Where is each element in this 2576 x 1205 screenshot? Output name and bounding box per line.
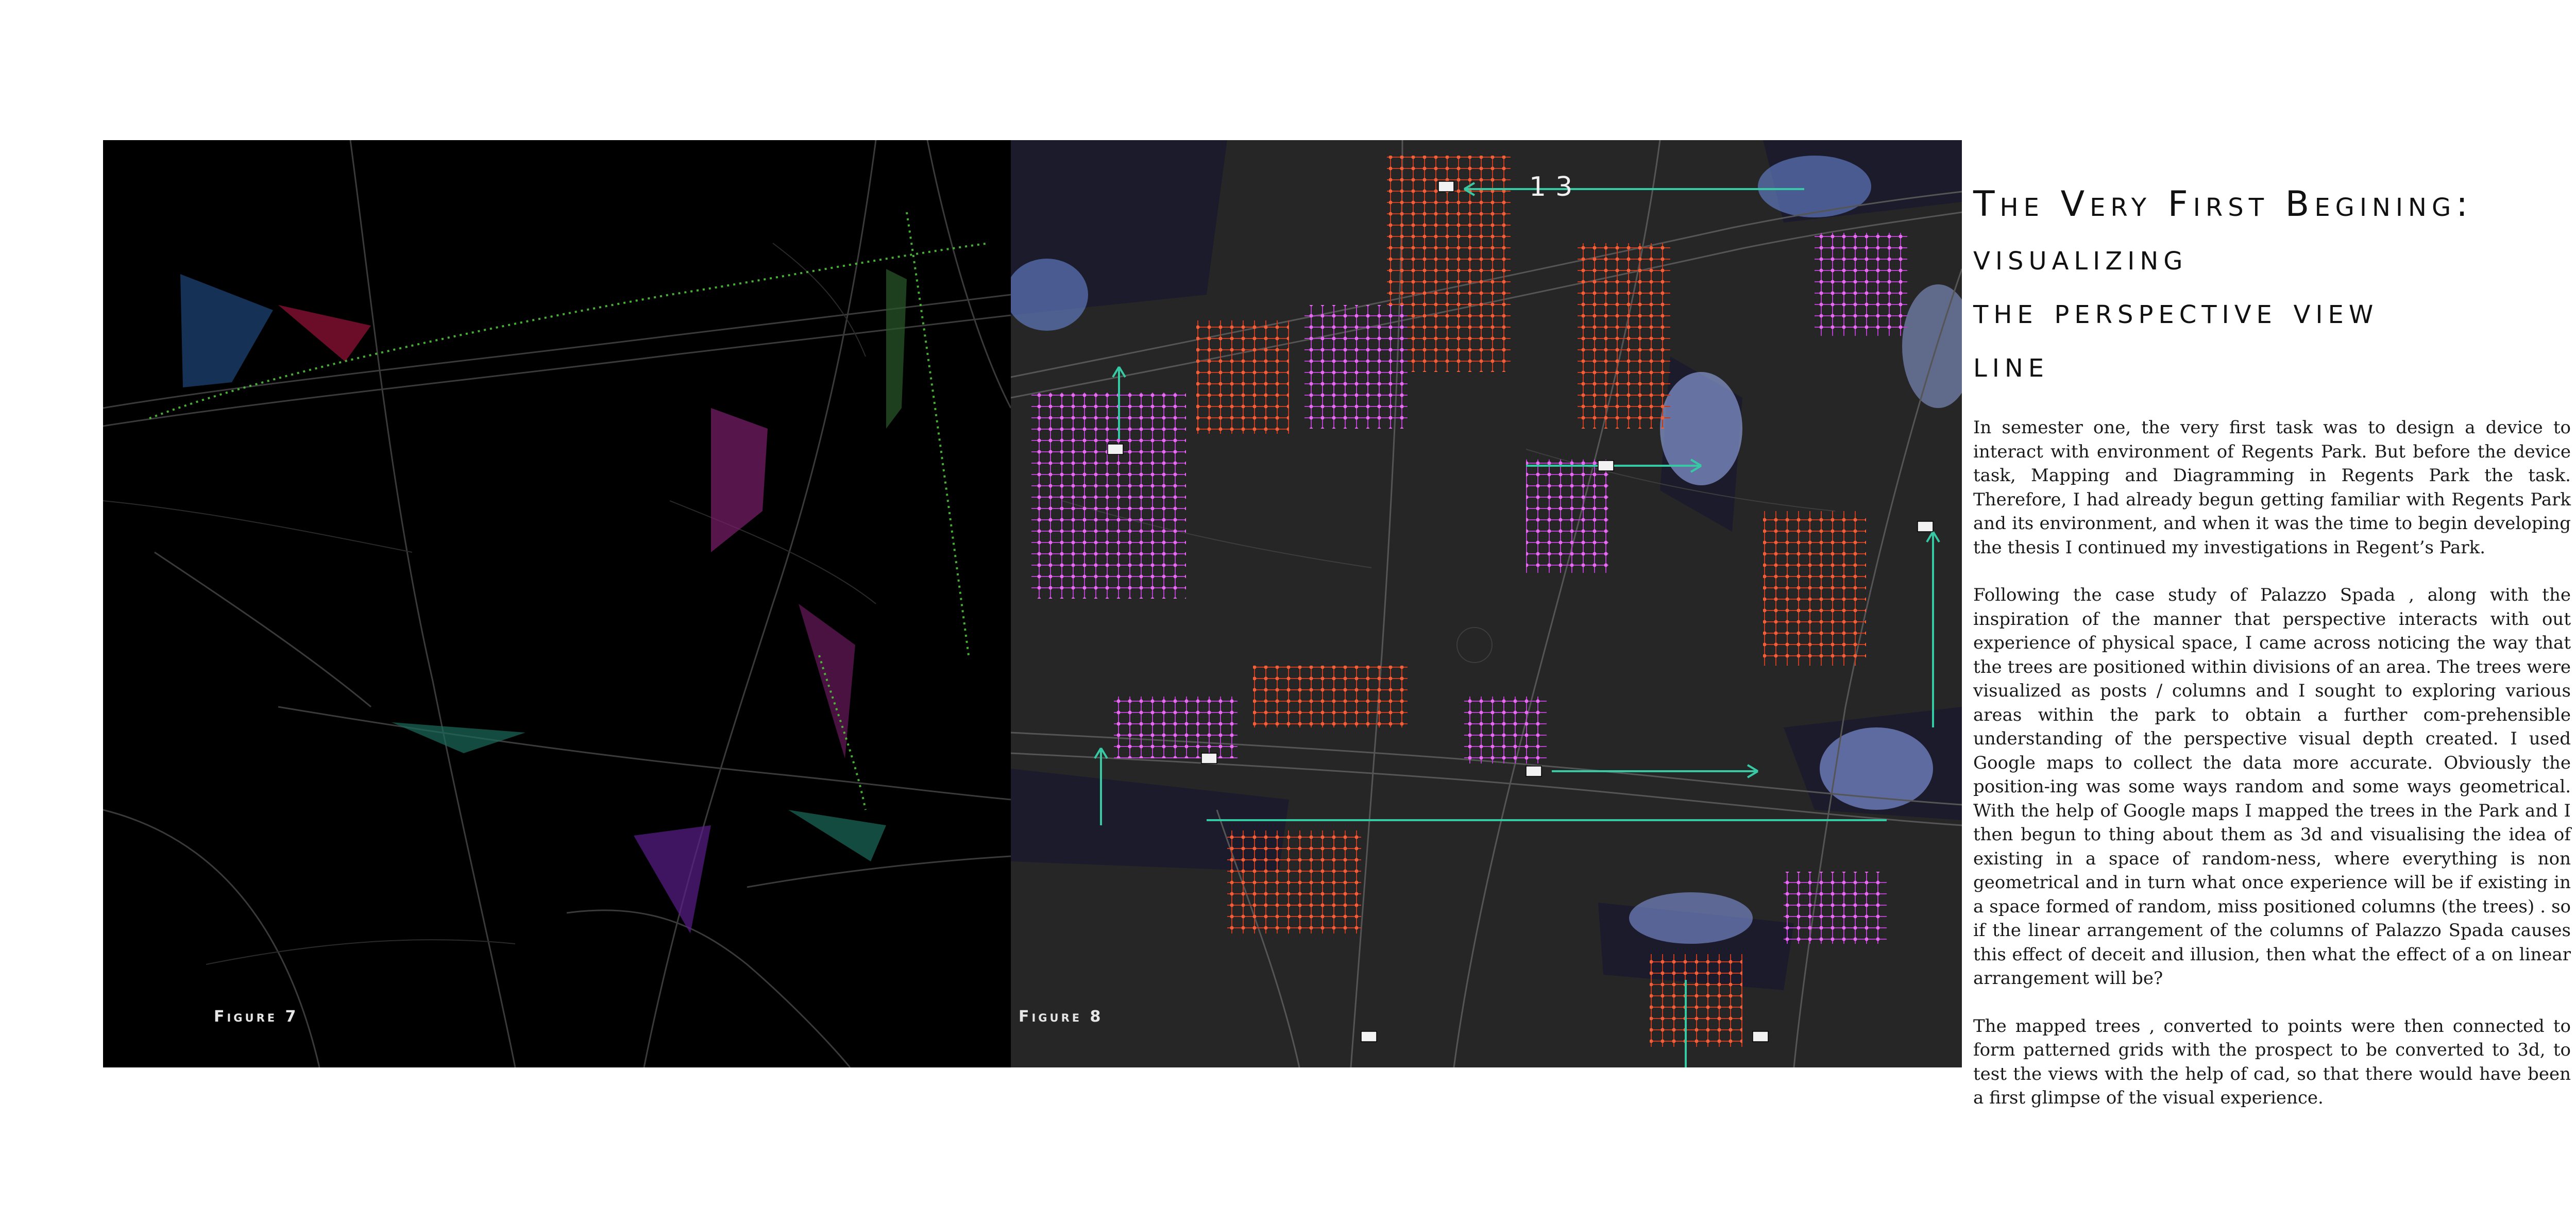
figure-7-linework (103, 140, 1011, 1067)
heading-line-1: The Very First Begining: (1973, 184, 2473, 225)
figure-8-map (1011, 140, 1962, 1067)
heading-line-2: visualizing (1973, 237, 2188, 278)
article-text (1973, 178, 2571, 1134)
heading-line-3: the perspective view (1973, 291, 2379, 332)
page-number-13: 13 (1529, 172, 1582, 202)
figure-7-map (103, 140, 1011, 1067)
figure-7-caption: Figure 7 (214, 1008, 299, 1026)
paragraph-3: The mapped trees , converted to points were then connected to form patterned grids with the prospect to be converted to 3d, to test the views with the help of cad, so that there would have been a first glimpse of the visual experience. (1973, 1015, 2571, 1108)
heading-line-4: line (1973, 345, 2049, 385)
paragraph-2: Following the case study of Palazzo Spada , along with the inspiration of the manner that perspective interacts with out experience of physical space, I came across noticing the way that the trees are positioned within divisions of an area. The trees were visualized as posts / columns and I sought to exploring various areas within the park to obtain a further com-prehensible understanding of the perspective visual depth created. I used Google maps to collect the data more accurate. Obviously the position-ing was some ways random and some ways geometrical. With the help of Google maps I mapped the trees in the Park and I then begun to thing about them as 3d and visualising the idea of existing in a space of random-ness, where everything is non geometrical and in turn what once experience will be if existing in a space formed of random, miss positioned columns (the trees) . so if the linear arrangement of the columns of Palazzo Spada causes this effect of deceit and illusion, then what the effect of a on linear arrangement will be? (1973, 585, 2571, 989)
paragraph-1: In semester one, the very first task was to design a device to interact with environment of Regents Park. But before the device task, Mapping and Diagramming in Regents Park the task. Therefore, I had already begun getting familiar with Regents Park and its environment, and when it was the time to begin developing the thesis I continued my investigations in Regent’s Park. (1973, 417, 2571, 558)
body-text (1973, 416, 2571, 1110)
figure-8-linework (1011, 140, 1962, 1067)
tree-cluster-group (180, 269, 907, 934)
figure-8-caption: Figure 8 (1019, 1008, 1104, 1026)
